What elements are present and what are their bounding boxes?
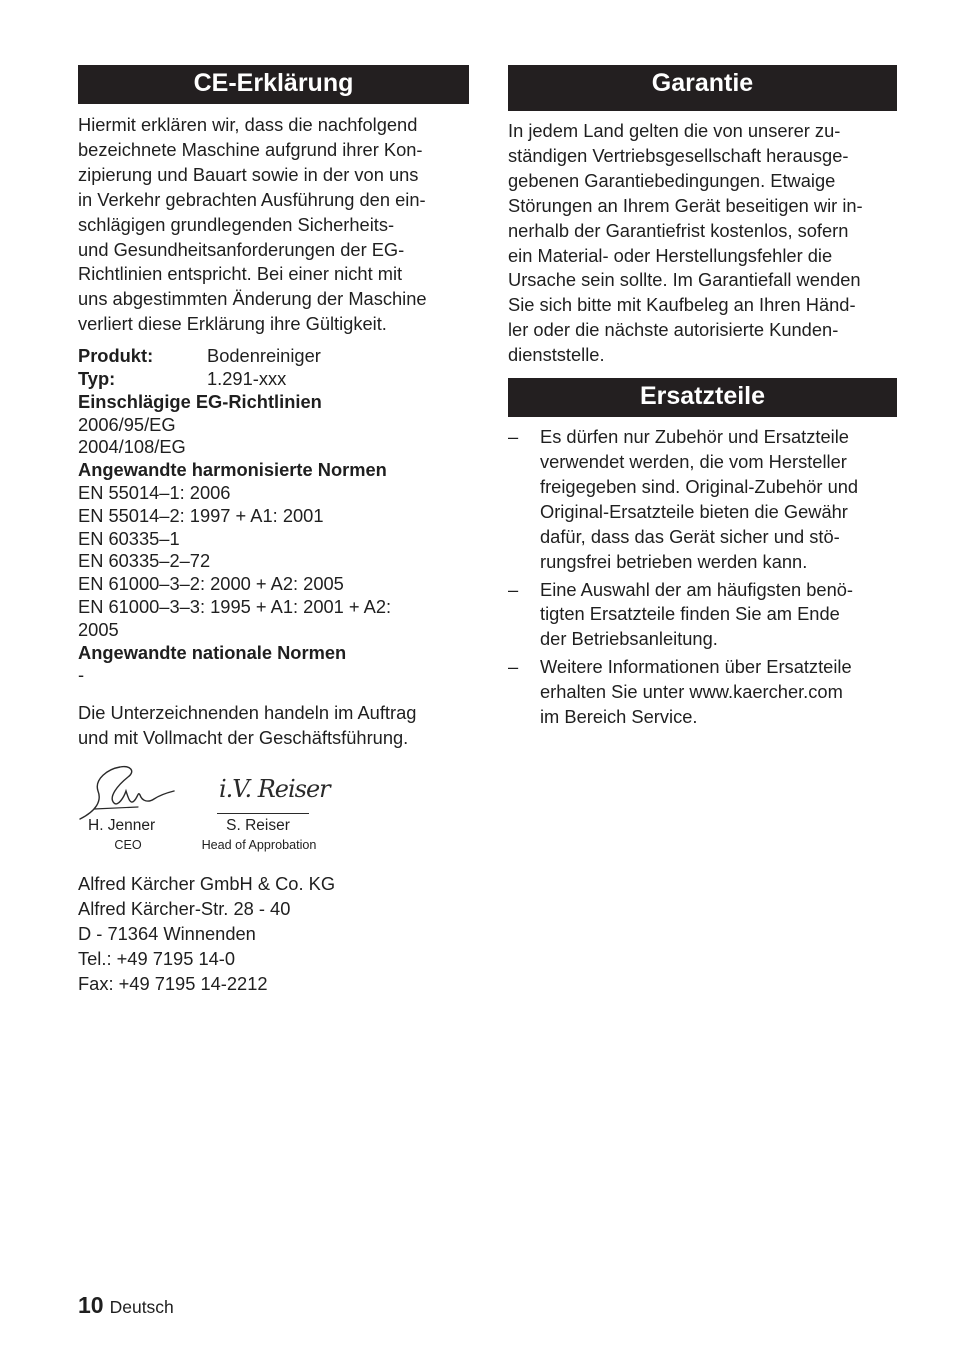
page-number: 10 bbox=[78, 1292, 104, 1318]
signer2-name: S. Reiser bbox=[226, 816, 290, 834]
ce-intro-line: uns abgestimmten Änderung der Maschine bbox=[78, 288, 427, 310]
right-column bbox=[508, 65, 897, 733]
address-line: Fax: +49 7195 14-2212 bbox=[78, 972, 268, 994]
signing-line: und mit Vollmacht der Geschäftsführung. bbox=[78, 727, 409, 749]
bullet-line: verwendet werden, die vom Hersteller bbox=[540, 450, 847, 472]
garantie-line: dienststelle. bbox=[508, 344, 605, 366]
signer2-role: Head of Approbation bbox=[201, 837, 317, 852]
ce-intro-paragraph bbox=[78, 113, 469, 337]
garantie-line: Störungen an Ihrem Gerät beseitigen wir in- bbox=[508, 194, 863, 216]
ce-intro-line: zipierung und Bauart sowie in der von uns bbox=[78, 163, 419, 185]
handwritten-signature-jenner bbox=[78, 761, 178, 823]
product-label: Produkt: bbox=[78, 345, 154, 367]
product-row bbox=[78, 345, 469, 368]
garantie-paragraph bbox=[508, 119, 897, 368]
company-address bbox=[78, 871, 469, 996]
garantie-heading: Garantie bbox=[508, 65, 897, 111]
bullet-line: tigten Ersatzteile finden Sie am Ende bbox=[540, 603, 840, 625]
ce-intro-line: und Gesundheitsanforderungen der EG- bbox=[78, 238, 405, 260]
garantie-line: ein Material- oder Herstellungsfehler die bbox=[508, 244, 833, 266]
norm-item: 2005 bbox=[78, 618, 119, 640]
address-line: Tel.: +49 7195 14-0 bbox=[78, 947, 236, 969]
ce-intro-line: Richtlinien entspricht. Bei einer nicht mit bbox=[78, 263, 403, 285]
norm-item: EN 61000–3–2: 2000 + A2: 2005 bbox=[78, 573, 344, 595]
bullet-line: freigegeben sind. Original-Zubehör und bbox=[540, 475, 859, 497]
ce-intro-line: verliert diese Erklärung ihre Gültigkeit. bbox=[78, 313, 387, 335]
garantie-line: Sie sich bitte mit Kaufbeleg an Ihren Händ- bbox=[508, 294, 856, 316]
ce-intro-line: bezeichnete Maschine aufgrund ihrer Kon- bbox=[78, 138, 423, 160]
bullet-dash: – bbox=[508, 656, 519, 678]
list-item bbox=[508, 425, 897, 574]
ersatzteile-list bbox=[508, 425, 897, 730]
harmonized-heading: Angewandte harmonisierte Normen bbox=[78, 459, 387, 481]
ersatzteile-heading: Ersatzteile bbox=[508, 378, 897, 417]
ce-intro-line: in Verkehr gebrachten Ausführung den ein- bbox=[78, 188, 426, 210]
product-value: Bodenreiniger bbox=[207, 345, 321, 367]
garantie-line: Ursache sein sollte. Im Garantiefall wenden bbox=[508, 269, 861, 291]
norm-item: EN 55014–2: 1997 + A1: 2001 bbox=[78, 504, 324, 526]
page-language: Deutsch bbox=[109, 1297, 174, 1317]
bullet-line: Weitere Informationen über Ersatzteile bbox=[540, 656, 852, 678]
list-item bbox=[508, 655, 897, 730]
signing-statement bbox=[78, 701, 469, 751]
bullet-line: rungsfrei betrieben werden kann. bbox=[540, 550, 808, 572]
address-line: Alfred Kärcher-Str. 28 - 40 bbox=[78, 897, 291, 919]
norm-item: EN 60335–1 bbox=[78, 527, 180, 549]
product-spec bbox=[78, 345, 469, 687]
type-value: 1.291-xxx bbox=[207, 367, 287, 389]
bullet-line: Es dürfen nur Zubehör und Ersatzteile bbox=[540, 426, 849, 448]
type-label: Typ: bbox=[78, 367, 116, 389]
type-row bbox=[78, 368, 469, 391]
bullet-line: Original-Ersatzteile bieten die Gewähr bbox=[540, 500, 848, 522]
signer1-name: H. Jenner bbox=[88, 816, 156, 834]
list-item bbox=[508, 578, 897, 653]
address-line: D - 71364 Winnenden bbox=[78, 922, 256, 944]
bullet-dash: – bbox=[508, 578, 519, 600]
garantie-line: gebenen Garantiebedingungen. Etwaige bbox=[508, 169, 836, 191]
bullet-line: erhalten Sie unter www.kaercher.com bbox=[540, 681, 843, 703]
national-value: - bbox=[78, 664, 85, 686]
page-footer bbox=[78, 1292, 174, 1319]
directives-list bbox=[78, 414, 469, 460]
handwritten-signature-reiser bbox=[203, 761, 333, 817]
ce-intro-line: schlägigen grundlegenden Sicherheits- bbox=[78, 213, 395, 235]
signature-reiser-script: i.V. Reiser bbox=[219, 774, 330, 803]
garantie-line: In jedem Land gelten die von unserer zu- bbox=[508, 120, 841, 141]
garantie-line: nerhalb der Garantiefrist kostenlos, sofern bbox=[508, 219, 849, 241]
directive-item: 2006/95/EG bbox=[78, 413, 176, 435]
bullet-line: im Bereich Service. bbox=[540, 706, 698, 728]
signatures-block bbox=[78, 761, 469, 861]
signature-reiser bbox=[203, 761, 333, 855]
signer1-role: CEO bbox=[114, 837, 142, 852]
harmonized-list bbox=[78, 482, 469, 642]
ce-heading: CE-Erklärung bbox=[78, 65, 469, 104]
bullet-line: dafür, dass das Gerät sicher und stö- bbox=[540, 525, 840, 547]
norm-item: EN 60335–2–72 bbox=[78, 550, 211, 572]
directives-heading: Einschlägige EG-Richtlinien bbox=[78, 390, 322, 412]
norm-item: EN 61000–3–3: 1995 + A1: 2001 + A2: bbox=[78, 595, 392, 617]
directive-item: 2004/108/EG bbox=[78, 436, 186, 458]
signature-line bbox=[217, 813, 309, 814]
signing-line: Die Unterzeichnenden handeln im Auftrag bbox=[78, 702, 417, 724]
bullet-line: der Betriebsanleitung. bbox=[540, 628, 718, 650]
norm-item: EN 55014–1: 2006 bbox=[78, 481, 231, 503]
ce-declaration-section bbox=[78, 65, 469, 996]
signature-jenner bbox=[78, 761, 178, 855]
ce-intro-line: Hiermit erklären wir, dass die nachfolgend bbox=[78, 114, 418, 135]
bullet-dash: – bbox=[508, 426, 519, 448]
national-heading: Angewandte nationale Normen bbox=[78, 641, 347, 663]
bullet-line: Eine Auswahl der am häufigsten benö- bbox=[540, 578, 854, 600]
garantie-line: ler oder die nächste autorisierte Kunden- bbox=[508, 319, 839, 341]
garantie-line: ständigen Vertriebsgesellschaft herausge- bbox=[508, 144, 849, 166]
address-line: Alfred Kärcher GmbH & Co. KG bbox=[78, 872, 336, 894]
